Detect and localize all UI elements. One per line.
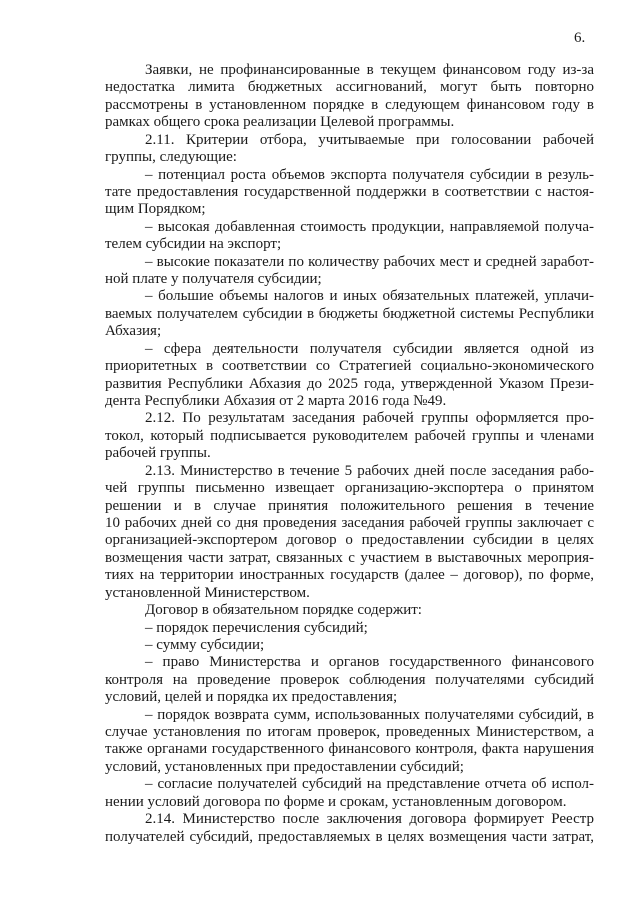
text-line-row (105, 114, 594, 131)
text-line-row (105, 567, 594, 584)
text-line-row (105, 672, 594, 689)
text-line-row (105, 654, 594, 671)
text-line: – сумму субсидии; (145, 636, 265, 653)
text-line: – высокая добавленная стоимость продукции, направляемой получа- (145, 218, 594, 235)
text-line: – большие объемы налогов и иных обязательных платежей, уплачи- (145, 288, 594, 305)
text-line: – порядок возврата сумм, использованных получателями субсидий, в (145, 706, 594, 723)
text-line-row (105, 550, 594, 567)
text-line: случае установления по итогам проверок, проведенных Министерством, а (105, 724, 594, 741)
text-line: условий, целей и порядка их предоставления; (105, 689, 398, 706)
text-line: нении условий договора по форме и срокам, установленным договором. (105, 793, 567, 810)
text-line: 2.14. Министерство после заключения договора формирует Реестр (145, 811, 594, 828)
text-line: 2.13. Министерство в течение 5 рабочих дней после заседания рабо- (145, 462, 594, 479)
text-line-row (105, 445, 594, 462)
text-line-row (105, 811, 594, 828)
text-line: решении и в случае принятия положительного решения в течение (105, 497, 594, 514)
text-line-row (105, 306, 594, 323)
paragraph (105, 620, 594, 637)
text-line: приоритетных в соответствии со Стратегией социально-экономического (105, 358, 594, 375)
text-line: тате предоставления государственной поддержки в соответствии с настоя- (105, 183, 594, 200)
paragraph (105, 410, 594, 462)
text-line-row (105, 167, 594, 184)
text-line-row (105, 288, 594, 305)
paragraph (105, 776, 594, 811)
text-line-row (105, 741, 594, 758)
text-line-row (105, 184, 594, 201)
text-line: контроля на проведение проверок соблюдения получателями субсидий (105, 671, 594, 688)
text-line: дента Республики Абхазия от 2 марта 2016 года №49. (105, 393, 447, 410)
text-line-row (105, 254, 594, 271)
text-line-row (105, 620, 594, 637)
text-line-row (105, 724, 594, 741)
text-line: телем субсидии на экспорт; (105, 236, 282, 253)
paragraph (105, 637, 594, 654)
text-line-row (105, 62, 594, 79)
text-line-row (105, 794, 594, 811)
paragraph (105, 602, 594, 619)
text-line-row (105, 707, 594, 724)
text-line: – порядок перечисления субсидий; (145, 619, 368, 636)
text-line-row (105, 341, 594, 358)
text-line-row (105, 602, 594, 619)
text-line-row (105, 132, 594, 149)
text-line-row (105, 97, 594, 114)
text-line: чей группы письменно извещает организацию-экспортера о принятом (105, 480, 594, 497)
text-line: рамках общего срока реализации Целевой программы. (105, 114, 455, 131)
text-line-row (105, 498, 594, 515)
text-line-row (105, 201, 594, 218)
paragraph (105, 707, 594, 777)
text-line: недостатка лимита бюджетных ассигнований, могут быть повторно (105, 79, 594, 96)
text-line-row (105, 776, 594, 793)
paragraph (105, 62, 594, 132)
text-line: группы, следующие: (105, 149, 237, 166)
text-line-row (105, 759, 594, 776)
paragraph (105, 463, 594, 602)
paragraph (105, 811, 594, 846)
paragraph (105, 132, 594, 167)
text-line-row (105, 463, 594, 480)
text-line-row (105, 829, 594, 846)
paragraph (105, 167, 594, 219)
text-line: Договор в обязательном порядке содержит: (145, 602, 422, 619)
text-line: также органами государственного финансового контроля, факта нарушения (105, 741, 594, 758)
text-line: – право Министерства и органов государственного финансового (145, 654, 594, 671)
text-line-row (105, 410, 594, 427)
text-line: получателей субсидий, предоставляемых в целях возмещения части затрат, (105, 828, 594, 845)
text-line: организацией-экспортером договор о предоставлении субсидии в целях (105, 532, 594, 549)
text-line: токол, который подписывается руководителем рабочей группы и членами (105, 427, 594, 444)
text-line-row (105, 637, 594, 654)
paragraph (105, 254, 594, 289)
text-line-row (105, 376, 594, 393)
text-line: условий, установленных при предоставлении субсидий; (105, 758, 464, 775)
text-line-row (105, 149, 594, 166)
text-line: развития Республики Абхазия до 2025 года, утвержденной Указом Прези- (105, 375, 594, 392)
text-line-row (105, 689, 594, 706)
text-line-row (105, 79, 594, 96)
text-line: установленной Министерством. (105, 584, 310, 601)
text-line-row (105, 532, 594, 549)
text-line: щим Порядком; (105, 201, 206, 218)
paragraph (105, 654, 594, 706)
text-line: – высокие показатели по количеству рабочих мест и средней заработ- (145, 253, 594, 270)
page-number: 6. (574, 30, 586, 46)
paragraph (105, 341, 594, 411)
text-line-row (105, 480, 594, 497)
text-line: – согласие получателей субсидий на представление отчета об испол- (145, 776, 594, 793)
text-line-row (105, 271, 594, 288)
text-line: рассмотрены в установленном порядке в следующем финансовом году в (105, 96, 594, 113)
text-line: Абхазия; (105, 323, 162, 340)
text-line-row (105, 358, 594, 375)
text-line: – потенциал роста объемов экспорта получателя субсидии в резуль- (145, 166, 594, 183)
text-line-row (105, 236, 594, 253)
text-line-row (105, 219, 594, 236)
text-line: – сфера деятельности получателя субсидии является одной из (145, 340, 594, 357)
paragraph (105, 219, 594, 254)
text-line-row (105, 393, 594, 410)
text-line: 2.11. Критерии отбора, учитываемые при голосовании рабочей (145, 131, 594, 148)
text-line: 10 рабочих дней со дня проведения заседания рабочей группы заключает с (105, 514, 594, 531)
text-line: ваемых получателем субсидии в бюджеты бюджетной системы Республики (105, 305, 594, 322)
text-line-row (105, 323, 594, 340)
text-line: тиях на территории иностранных государств (далее – договор), по форме, (105, 567, 594, 584)
paragraph (105, 288, 594, 340)
text-line-row (105, 585, 594, 602)
text-line: рабочей группы. (105, 445, 211, 462)
text-line-row (105, 515, 594, 532)
text-line: Заявки, не профинансированные в текущем финансовом году из-за (145, 62, 594, 78)
document-body (105, 62, 594, 846)
text-line: возмещения части затрат, связанных с участием в выставочных мероприя- (105, 549, 594, 566)
text-line: 2.12. По результатам заседания рабочей группы оформляется про- (145, 410, 594, 427)
text-line: ной плате у получателя субсидии; (105, 271, 322, 288)
text-line-row (105, 428, 594, 445)
